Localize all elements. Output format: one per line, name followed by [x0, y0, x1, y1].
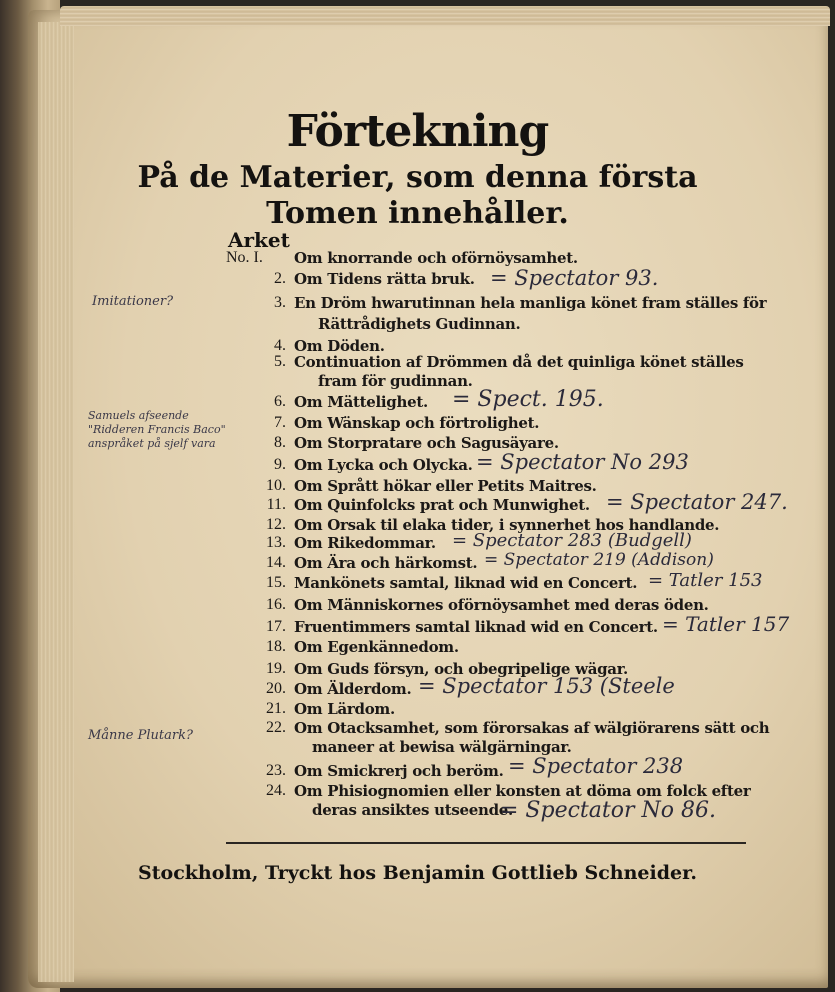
- entry-number: 24.: [266, 782, 286, 799]
- margin-note-pseudonym: anspråket på sjelf vara: [88, 437, 216, 450]
- toc-entry-20: [0, 674, 835, 702]
- entry-number: 16.: [266, 596, 286, 613]
- entry-number: 4.: [274, 337, 286, 354]
- entry-continuation: Rättrådighets Gudinnan.: [318, 315, 521, 333]
- entry-text: Om Rikedommar.: [294, 534, 436, 552]
- entry-number: 8.: [274, 434, 286, 451]
- printer-imprint: Stockholm, Tryckt hos Benjamin Gottlieb Schneider.: [138, 862, 697, 884]
- entry-text: Om Sprått hökar eller Petits Maitres.: [294, 477, 597, 495]
- entry-number: 18.: [266, 638, 286, 655]
- entry-text: Om Wänskap och förtrolighet.: [294, 414, 540, 432]
- page-title: Förtekning: [286, 106, 549, 157]
- entry-continuation: fram för gudinnan.: [318, 372, 473, 390]
- entry-number: 19.: [266, 660, 286, 677]
- toc-entry-18: [0, 638, 835, 660]
- entry-number: 14.: [266, 554, 286, 571]
- entry-number: 17.: [266, 618, 286, 635]
- handwritten-annotation: = Spectator 93.: [490, 266, 659, 290]
- toc-entry-15: [0, 570, 835, 596]
- entry-text: Mankönets samtal, liknad wid en Concert.: [294, 574, 638, 592]
- margin-note-samuels: Samuels afseende: [88, 409, 189, 422]
- toc-entry-24: [0, 782, 835, 823]
- entry-text: Om Quinfolcks prat och Munwighet.: [294, 496, 590, 514]
- handwritten-annotation: = Spectator No 86.: [500, 798, 716, 823]
- entry-number: 23.: [266, 762, 286, 779]
- entry-number: 13.: [266, 534, 286, 551]
- subtitle-line-1: På de Materier, som denna första: [137, 160, 698, 195]
- entry-text: Om Ära och härkomst.: [294, 554, 478, 572]
- entry-number: 2.: [274, 270, 286, 287]
- entry-number: 6.: [274, 393, 286, 410]
- entry-text: Om Älderdom.: [294, 680, 412, 698]
- entry-text: Continuation af Drömmen då det quinliga könet ställes: [294, 353, 744, 371]
- handwritten-annotation: = Spectator No 293: [476, 450, 689, 474]
- entry-number: No. I.: [226, 249, 263, 266]
- entry-number: 5.: [274, 353, 286, 370]
- toc-entry-5: [0, 353, 835, 390]
- entry-text: Om Otacksamhet, som förorsakas af wälgiörarens sätt och: [294, 719, 770, 737]
- toc-entry-9: [0, 450, 835, 478]
- handwritten-annotation: = Tatler 153: [648, 570, 763, 591]
- entry-text: Om Phisiognomien eller konsten at döma om folck efter: [294, 782, 751, 800]
- entry-number: 21.: [266, 700, 286, 717]
- entry-text: Om Orsak til elaka tider, i synnerhet hos handlande.: [294, 516, 720, 534]
- toc-entry-23: [0, 754, 835, 784]
- entry-number: 9.: [274, 456, 286, 473]
- handwritten-annotation: = Spectator 283 (Budgell): [452, 530, 692, 551]
- toc-entry-1: [0, 249, 835, 271]
- toc-entry-17: [0, 612, 835, 640]
- entry-continuation: deras ansiktes utseende.: [312, 801, 513, 819]
- entry-number: 12.: [266, 516, 286, 533]
- handwritten-annotation: = Spectator 153 (Steele: [418, 674, 675, 698]
- entry-text: Om Guds försyn, och obegripelige wägar.: [294, 660, 628, 678]
- entry-text: Om Människornes oförnöysamhet med deras öden.: [294, 596, 709, 614]
- entry-number: 22.: [266, 719, 286, 736]
- divider-rule: [226, 842, 746, 844]
- handwritten-annotation: = Tatler 157: [662, 612, 790, 636]
- entry-text: En Dröm hwarutinnan hela manliga könet fram ställes för: [294, 294, 767, 312]
- entry-text: Om knorrande och oförnöysamhet.: [294, 249, 578, 267]
- entry-text: Om Smickrerj och beröm.: [294, 762, 504, 780]
- entry-text: Om Storpratare och Sagusäyare.: [294, 434, 559, 452]
- entry-text: Fruentimmers samtal liknad wid en Concert.: [294, 618, 658, 636]
- handwritten-annotation: = Spectator 247.: [606, 490, 788, 514]
- handwritten-annotation: = Spect. 195.: [452, 387, 604, 412]
- entry-number: 10.: [266, 477, 286, 494]
- entry-text: Om Mättelighet.: [294, 393, 428, 411]
- entry-text: Om Tidens rätta bruk.: [294, 270, 475, 288]
- margin-note-bacon: "Ridderen Francis Baco": [88, 423, 226, 436]
- entry-text: Om Lycka och Olycka.: [294, 456, 473, 474]
- entry-number: 20.: [266, 680, 286, 697]
- subtitle-line-2: Tomen innehåller.: [266, 196, 569, 231]
- entry-number: 3.: [274, 294, 286, 311]
- entry-text: Om Lärdom.: [294, 700, 395, 718]
- entry-number: 15.: [266, 574, 286, 591]
- toc-entry-2: [0, 266, 835, 292]
- entry-text: Om Egenkännedom.: [294, 638, 459, 656]
- margin-note-plutarch: Månne Plutark?: [88, 728, 193, 743]
- toc-entry-11: [0, 490, 835, 518]
- entry-number: 7.: [274, 414, 286, 431]
- margin-note-imitationer: Imitationer?: [92, 294, 174, 309]
- entry-number: 11.: [266, 496, 286, 513]
- arket-label: Arket: [228, 228, 290, 252]
- handwritten-annotation: = Spectator 238: [508, 754, 684, 778]
- entry-text: Om Döden.: [294, 337, 385, 355]
- handwritten-annotation: = Spectator 219 (Addison): [484, 550, 714, 570]
- entry-continuation: maneer at bewisa wälgärningar.: [312, 738, 572, 756]
